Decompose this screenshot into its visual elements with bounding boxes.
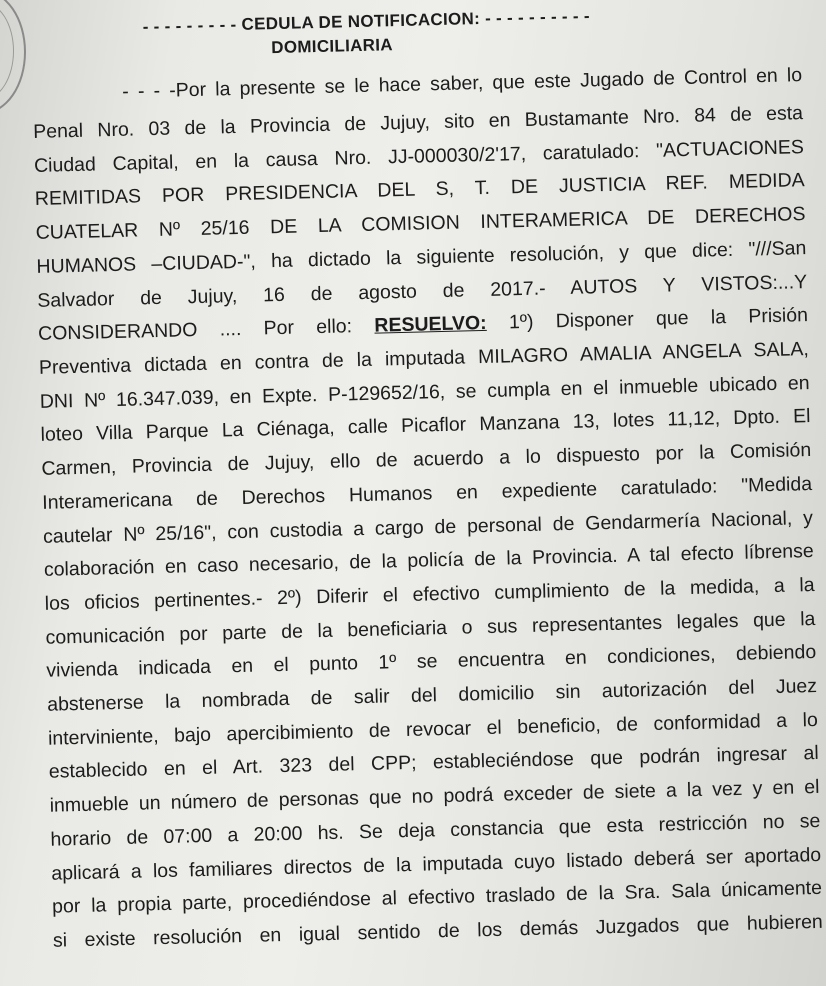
- paragraph-line-13: Interamericana de Derechos Humanos en expediente caratulado: "Medida: [42, 472, 813, 514]
- paragraph-line-9: Preventiva dictada en contra de la imputada MILAGRO AMALIA ANGELA SALA,: [38, 338, 810, 379]
- paragraph-line-26: si existe resolución en igual sentido de los demás Juzgados que hubieren: [52, 910, 824, 952]
- paragraph-line-2: Penal Nro. 03 de la Provincia de Jujuy, sito en Bustamante Nro. 84 de esta: [32, 102, 804, 143]
- paragraph-line-21: establecido en el Art. 323 del CPP; estableciéndose que podrán ingresar al: [48, 742, 819, 784]
- paragraph-line-17: comunicación por parte de la beneficiaria o sus representantes legales que la: [45, 607, 816, 649]
- paragraph-line-22: inmueble un número de personas que no podrá exceder de siete a la vez y en el: [49, 776, 820, 817]
- document-title: - - - - - - - - - CEDULA DE NOTIFICACION: - - - - - - - - - -: [142, 6, 591, 37]
- paragraph-line-3: Ciudad Capital, en la causa Nro. JJ-000030/2'17, caratulado: "ACTUACIONES: [33, 135, 805, 177]
- paragraph-line-7: Salvador de Jujuy, 16 de agosto de 2017.- AUTOS Y VISTOS:...Y: [37, 270, 808, 312]
- paragraph-line-4: REMITIDAS POR PRESIDENCIA DEL S, T. DE JUSTICIA REF. MEDIDA: [34, 169, 805, 211]
- paragraph-line-10: DNI Nº 16.347.039, en Expte. P-129652/16, se cumpla en el inmueble ubicado en: [39, 371, 810, 413]
- paragraph-line-6: HUMANOS –CIUDAD-", ha dictado la siguiente resolución, y que dice: "///San: [36, 236, 807, 278]
- paragraph-line-5: CUATELAR Nº 25/16 DE LA COMISION INTERAMERICA DE DERECHOS: [35, 203, 806, 245]
- paragraph-line-11: loteo Villa Parque La Ciénaga, calle Picaflor Manzana 13, lotes 11,12, Dpto. El: [40, 405, 811, 447]
- resuelvo-label: RESUELVO:: [374, 312, 487, 337]
- paragraph-line-24: aplicará a los familiares directos de la imputada cuyo listado deberá ser aportado: [51, 843, 822, 885]
- resuelvo-tail: 1º) Disponer que la Prisión: [508, 304, 809, 334]
- paragraph-line-25: por la propia parte, procediéndose al efectivo traslado de la Sra. Sala únicamente: [51, 877, 823, 919]
- paragraph-line-14: cautelar Nº 25/16", con custodia a cargo de personal de Gendarmería Nacional, y: [42, 506, 814, 548]
- paragraph-line-12: Carmen, Provincia de Jujuy, ello de acuerdo a lo dispuesto por la Comisión: [41, 439, 812, 480]
- paragraph-line-18: vivienda indicada en el punto 1º se encuentra en condiciones, debiendo: [46, 641, 817, 683]
- document-subtitle: DOMICILIARIA: [271, 35, 394, 58]
- paragraph-line-23: horario de 07:00 a 20:00 hs. Se deja constancia que esta restricción no se: [50, 809, 821, 851]
- paragraph-line-1: - - - -Por la presente se le hace saber, que este Jugado de Control en lo: [122, 64, 803, 103]
- paragraph-line-15: colaboración en caso necesario, de la policía de la Provincia. A tal efecto líbrense: [43, 540, 814, 582]
- paragraph-line-20: interviniente, bajo apercibimiento de revocar el beneficio, de conformidad a lo: [47, 708, 819, 750]
- paragraph-line-19: abstenerse la nombrada de salir del domicilio sin autorización del Juez: [46, 675, 818, 716]
- considerando-text: CONSIDERANDO .... Por ello:: [37, 315, 353, 346]
- paragraph-line-16: los oficios pertinentes.- 2º) Diferir el efectivo cumplimiento de la medida, a la: [44, 573, 815, 615]
